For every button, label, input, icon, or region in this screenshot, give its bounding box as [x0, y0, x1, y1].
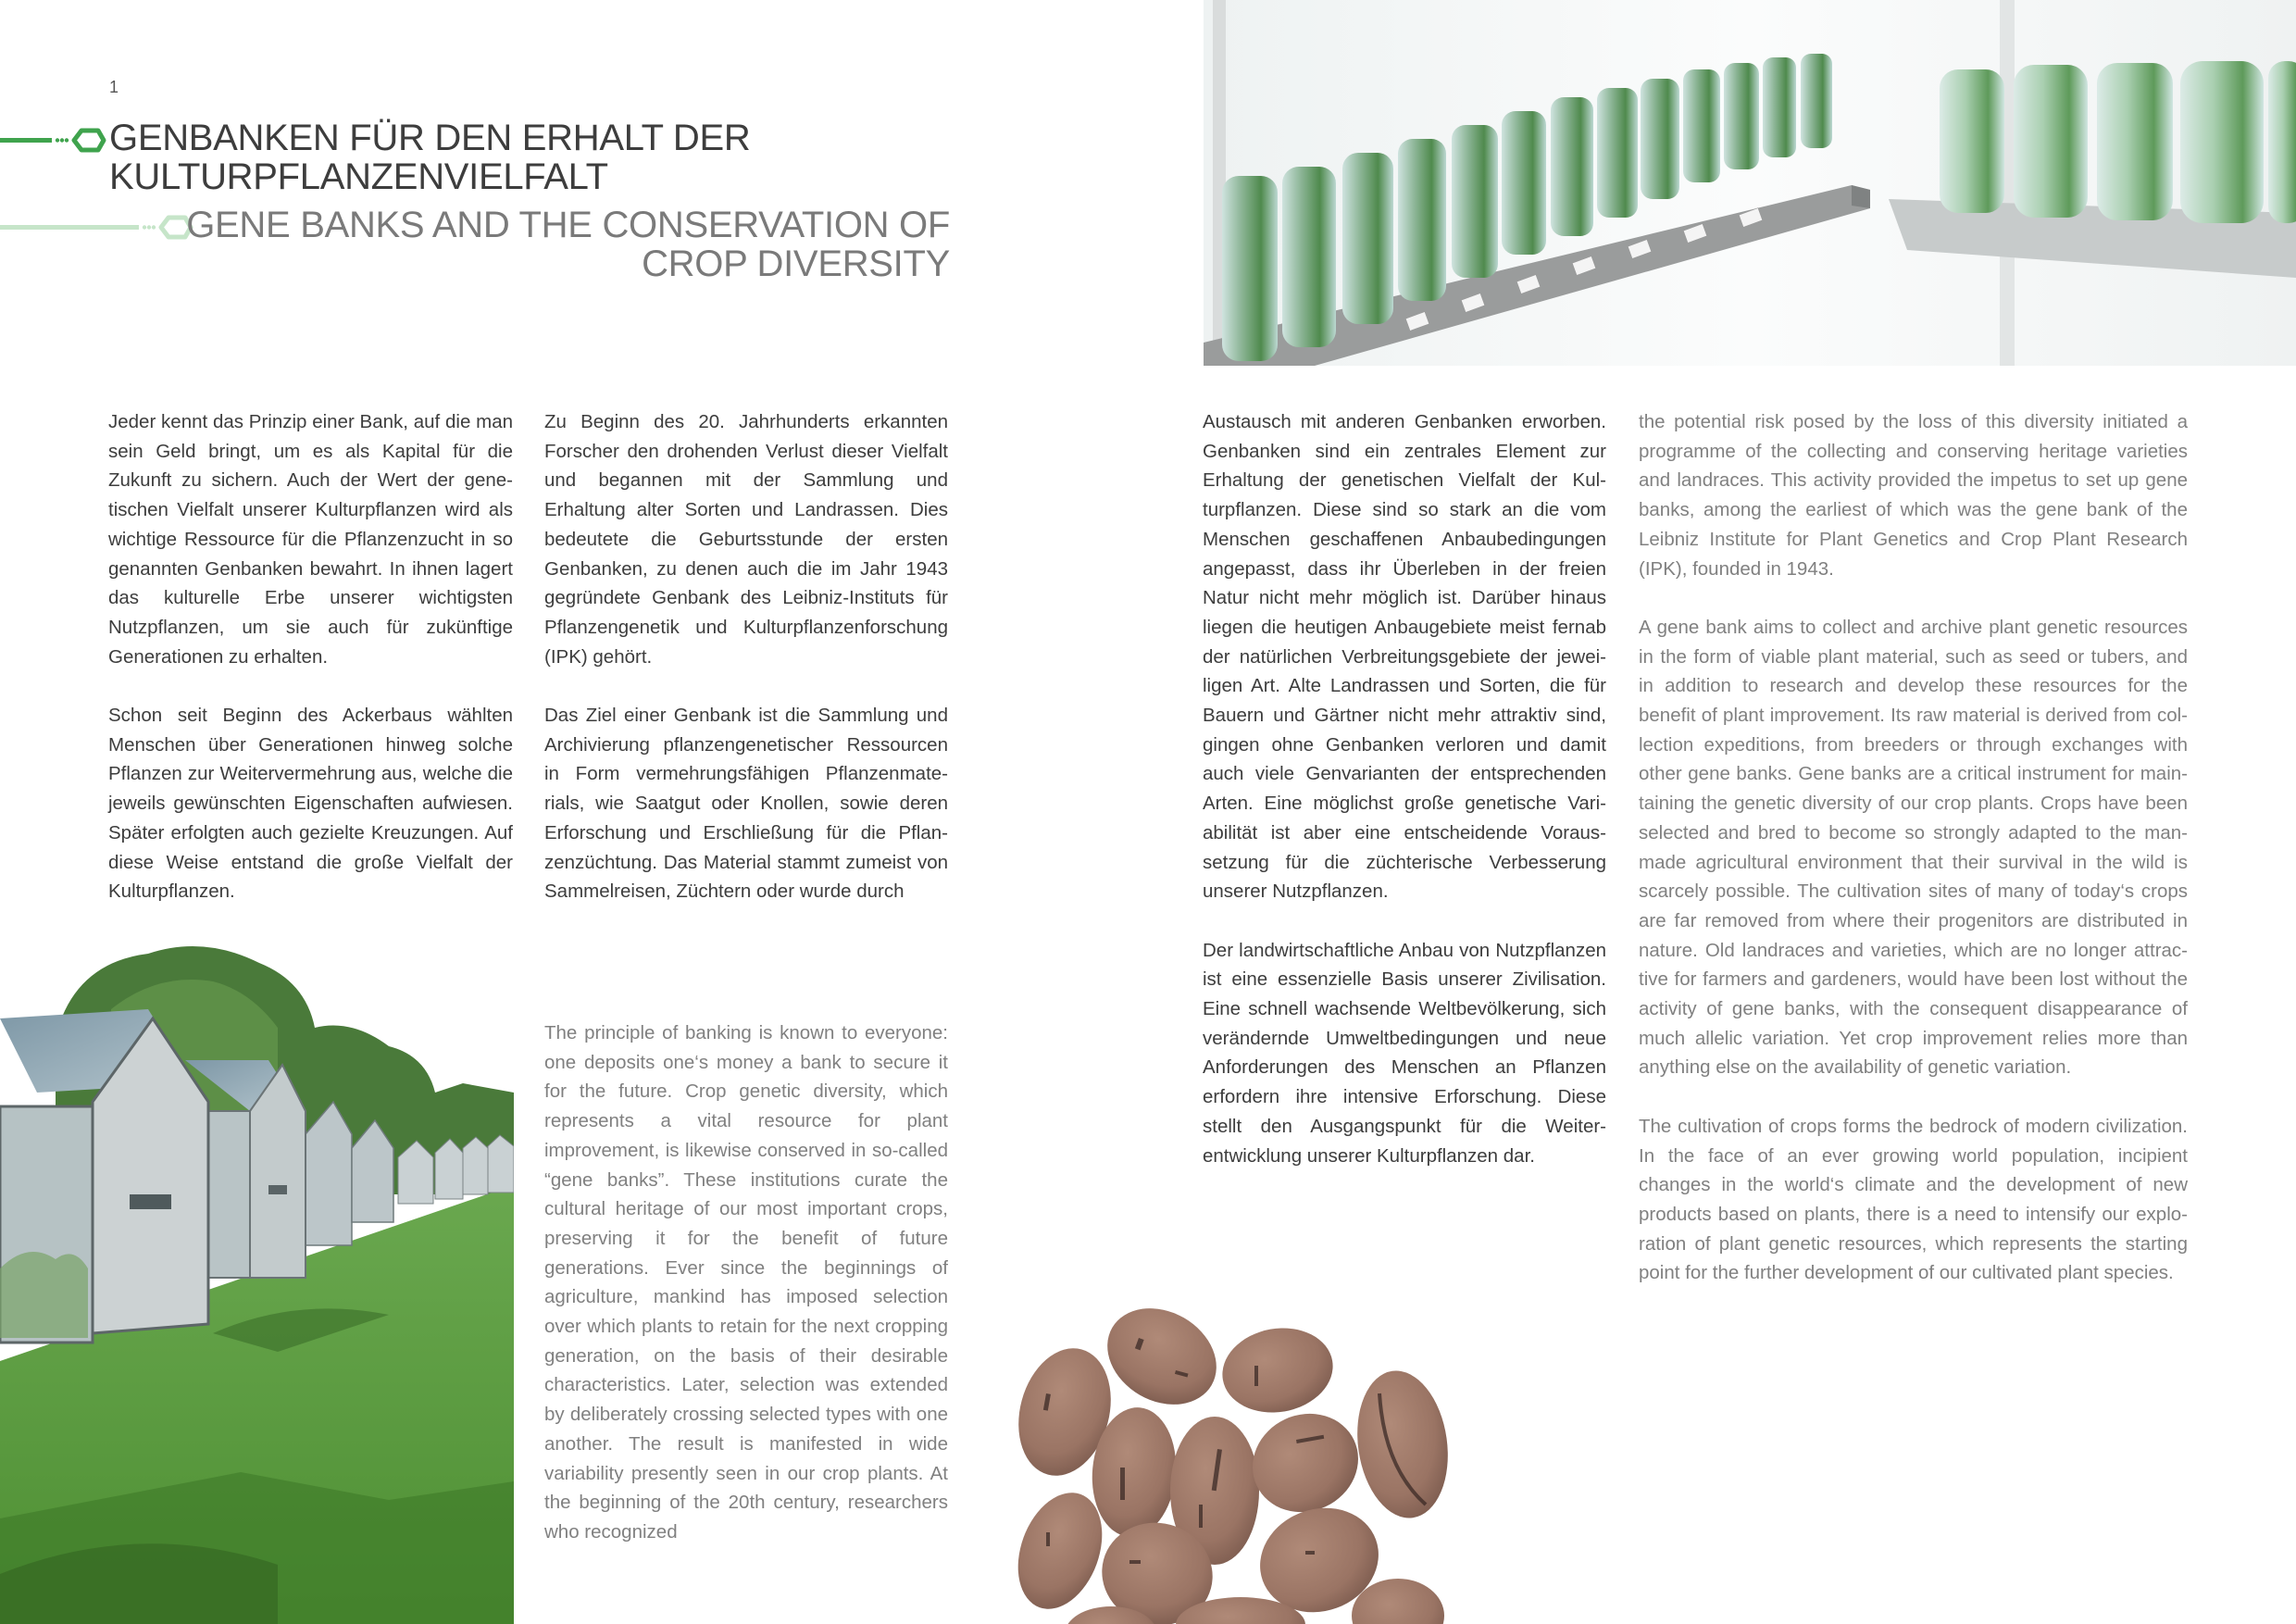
german-paragraph: Schon seit Beginn des Ackerbaus wählten Menschen über Generationen hinweg solche Pflanzen zur Weitervermehrung aus, welche die jeweils gewünschten Eigenschaften aufwiesen. Später erfolgten auch gezielte Kreuzungen. Auf diese Weise entstand die große Vielfalt der Kulturpflanzen. — [108, 705, 513, 903]
english-paragraph: the potential risk posed by the loss of this diversity initiated a programme of the collecting and conserving heritage varieties and landraces. This activity provided the impetus to set up gene banks, among the earliest of which was the gene bank of the Leibniz Institute for Plant Genetics and Crop Plant Research (IPK), founded in 1943. — [1639, 411, 2188, 580]
heading-english-line2: CROP DIVERSITY — [642, 244, 950, 284]
light-green-connector-icon — [0, 213, 196, 241]
heading-decoration-light — [0, 213, 196, 241]
german-paragraph: Jeder kennt das Prinzip einer Bank, auf die man sein Geld bringt, um es als Kapital für die Zukunft zu sichern. Auch der Wert der genetischen Vielfalt unserer Kulturpflanzen wird als wichtige Ressource für die Pflanzenzucht in so genannten Genbanken bewahrt. In ihnen lagert das kulturelle Erbe unserer wichtigsten Nutzpflanzen, um sie auch für zukünftige Generationen zu erhalten. — [108, 411, 513, 668]
heading-german-line1: GENBANKEN FÜR DEN ERHALT DER — [109, 118, 751, 158]
beans-photo — [991, 1282, 1509, 1624]
heading-german-line2: KULTURPFLANZENVIELFALT — [109, 156, 608, 197]
english-column-1 — [544, 1018, 948, 1576]
heading-german — [109, 119, 750, 196]
german-paragraph: Das Ziel einer Genbank ist die Sammlung und Archivierung pflanzengenetischer Ressourcen in Form vermehrungsfähigen Pflanzenmaterials, wie Saatgut oder Knollen, sowie deren Erforschung und Erschließung für die Pflanzenzüchtung. Das Material stammt zumeist von Sammelreisen, Züchtern oder wurde durch — [544, 705, 948, 903]
german-paragraph: Zu Beginn des 20. Jahrhunderts erkannten Forscher den drohenden Verlust dieser Vielfalt und begannen mit der Sammlung und Erhaltung alter Sorten und Landrassen. Dies bedeutete die Geburtsstunde der ersten Genbanken, zu denen auch die im Jahr 1943 gegründete Genbank des Leibniz-Instituts für Pflanzengenetik und Kulturpflanzenforschung (IPK) gehört. — [544, 411, 948, 668]
greenhouses-photo — [0, 926, 514, 1624]
gene-bank-jars-photo — [1204, 0, 2296, 366]
german-column-2 — [544, 407, 948, 936]
german-paragraph: Der landwirtschaftliche Anbau von Nutzpflanzen ist eine essenzielle Basis unserer Zivilisation. Eine schnell wachsende Weltbevölkerung, sich verändernde Umweltbedingungen und neue Anforderungen des Menschen an Pflanzen erfordern ihre intensive Erforschung. Diese stellt den Ausgangspunkt für die Weiterentwicklung unserer Kulturpflanzen dar. — [1203, 939, 1606, 1167]
green-connector-icon — [0, 126, 109, 154]
english-paragraph: The cultivation of crops forms the bedrock of modern civilization. In the face of an ever growing world population, incipient changes in the world‘s climate and the development of new products based on plants, there is a need to intensify our exploration of plant genetic resources, which represents the starting point for the further development of our cultivated plant species. — [1639, 1115, 2188, 1284]
page-number: 1 — [109, 78, 119, 96]
heading-english-line1: GENE BANKS AND THE CONSERVATION OF — [186, 205, 950, 245]
english-paragraph: The principle of banking is known to everyone: one deposits one‘s money a bank to secure it for the future. Crop genetic diversity, which represents a vital resource for plant improvement, is likewise conserved in so-called “gene banks”. These institutions curate the cultural heritage of our most important crops, preserving it for the benefit of future generations. Ever since the beginnings of agriculture, mankind has imposed selection over which plants to retain for the next cropping generation, on the basis of their desirable characteristics. Later, selection was extended by deliberately crossing selected types with one another. The result is manifested in wide variability presently seen in our crop plants. At the beginning of the 20th century, researchers who recognized — [544, 1022, 948, 1543]
heading-decoration-dark — [0, 126, 109, 154]
heading-english — [185, 206, 950, 283]
german-column-1 — [108, 407, 513, 936]
german-column-3 — [1203, 407, 1606, 1200]
english-paragraph: A gene bank aims to collect and archive plant genetic resources in the form of viable plant material, such as seed or tubers, and in addition to research and develop these resources for the benefit of plant improvement. Its raw material is derived from collection expeditions, from breeders or through exchanges with other gene banks. Gene banks are a critical instrument for maintaining the genetic diversity of our crop plants. Crops have been selected and bred to become so strongly adapted to the manmade agricultural environment that their survival in the wild is scarcely possible. The cultivation sites of many of today‘s crops are far removed from where their progenitors are distributed in nature. Old landraces and varieties, which are no longer attractive for farmers and gardeners, would have been lost without the activity of gene banks, with the consequent disappearance of much allelic variation. Yet crop improvement relies more than anything else on the availability of genetic variation. — [1639, 616, 2188, 1079]
english-column-2 — [1639, 407, 2188, 1318]
greenhouses-illustration — [0, 926, 514, 1624]
beans-illustration — [991, 1282, 1509, 1624]
german-paragraph: Austausch mit anderen Genbanken erworben. Genbanken sind ein zentrales Element zur Erhaltung der genetischen Vielfalt der Kulturpflanzen. Diese sind so stark an die vom Menschen geschaffenen Anbaubedingungen angepasst, dass ihr Überleben in der freien Natur nicht mehr möglich ist. Darüber hinaus liegen die heutigen Anbaugebiete meist fernab der natürlichen Verbreitungsgebiete der jeweiligen Art. Alte Landrassen und Sorten, die für Bauern und Gärtner nicht mehr attraktiv sind, gingen ohne Genbanken verloren und damit auch viele Genvarianten der entsprechenden Arten. Eine möglichst große genetische Variabilität ist aber eine entscheidende Voraussetzung für die züchterische Verbesserung unserer Nutzpflanzen. — [1203, 411, 1606, 903]
jars-illustration — [1204, 0, 2296, 366]
